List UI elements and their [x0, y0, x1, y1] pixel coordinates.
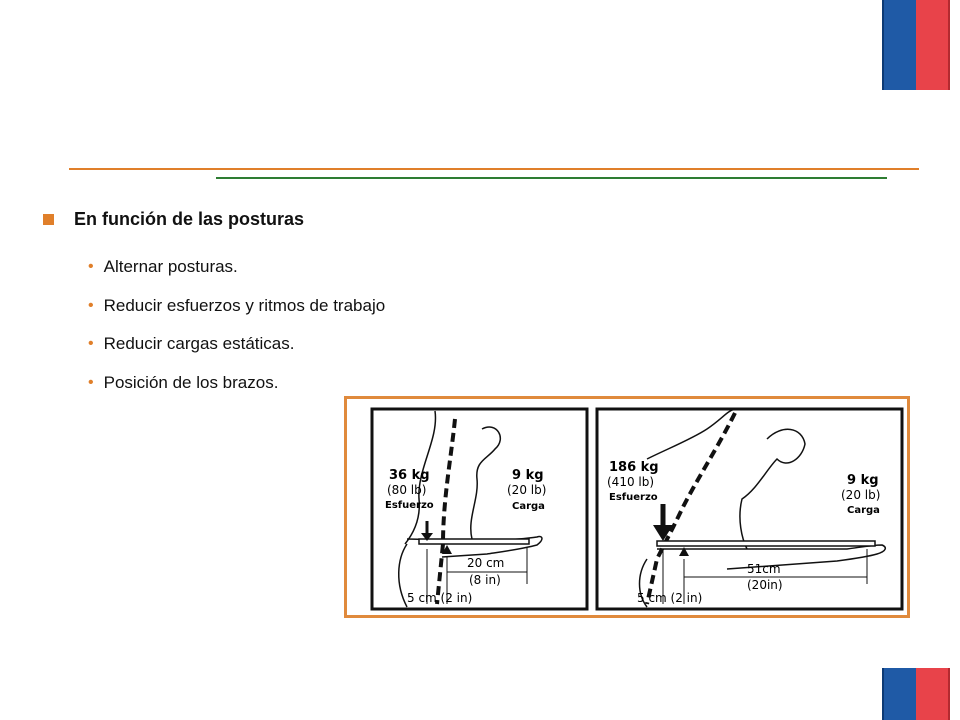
flag-decoration-top	[882, 0, 950, 90]
orange-divider	[69, 168, 919, 170]
list-item: • Reducir esfuerzos y ritmos de trabajo	[88, 295, 386, 315]
right-load-value: 9 kg	[847, 473, 879, 488]
list-item: • Reducir cargas estáticas.	[88, 334, 295, 354]
left-long-arm-in: (8 in)	[469, 573, 501, 587]
green-divider	[216, 177, 887, 179]
right-effort-value: 186 kg	[609, 460, 659, 475]
bullet-dot-icon: •	[88, 373, 94, 391]
list-item: • Alternar posturas.	[88, 257, 238, 277]
left-effort-value-lb: (80 lb)	[387, 483, 427, 497]
left-panel	[372, 409, 587, 609]
bullet-dot-icon: •	[88, 335, 94, 353]
left-long-arm: 20 cm	[467, 556, 505, 570]
right-effort-value-lb: (410 lb)	[607, 475, 655, 489]
left-short-arm: 5 cm (2 in)	[407, 591, 473, 605]
bullet-dot-icon: •	[88, 296, 94, 314]
left-load-value-lb: (20 lb)	[507, 483, 547, 497]
bullet-dot-icon: •	[88, 258, 94, 276]
left-lever-bar	[419, 539, 529, 544]
lever-figure	[344, 396, 910, 618]
section-heading-row	[43, 209, 304, 230]
left-load-value: 9 kg	[512, 468, 544, 483]
right-long-arm-in: (20in)	[747, 578, 783, 592]
right-short-arm: 5 cm (2 in)	[637, 591, 703, 605]
right-lever-bar	[657, 541, 875, 546]
flag-decoration-bottom	[882, 668, 950, 720]
right-effort-label: Esfuerzo	[609, 492, 658, 503]
left-load-label: Carga	[512, 501, 545, 512]
section-heading: En función de las posturas	[74, 209, 305, 229]
right-panel	[597, 409, 902, 609]
left-effort-value: 36 kg	[389, 468, 430, 483]
right-long-arm: 51cm	[747, 562, 781, 576]
right-load-value-lb: (20 lb)	[841, 488, 881, 502]
lever-illustration	[347, 399, 907, 615]
list-item: • Posición de los brazos.	[88, 372, 279, 392]
bullet-list	[88, 248, 385, 402]
square-bullet-icon	[43, 214, 54, 225]
right-load-label: Carga	[847, 505, 880, 516]
left-effort-label: Esfuerzo	[385, 500, 434, 511]
